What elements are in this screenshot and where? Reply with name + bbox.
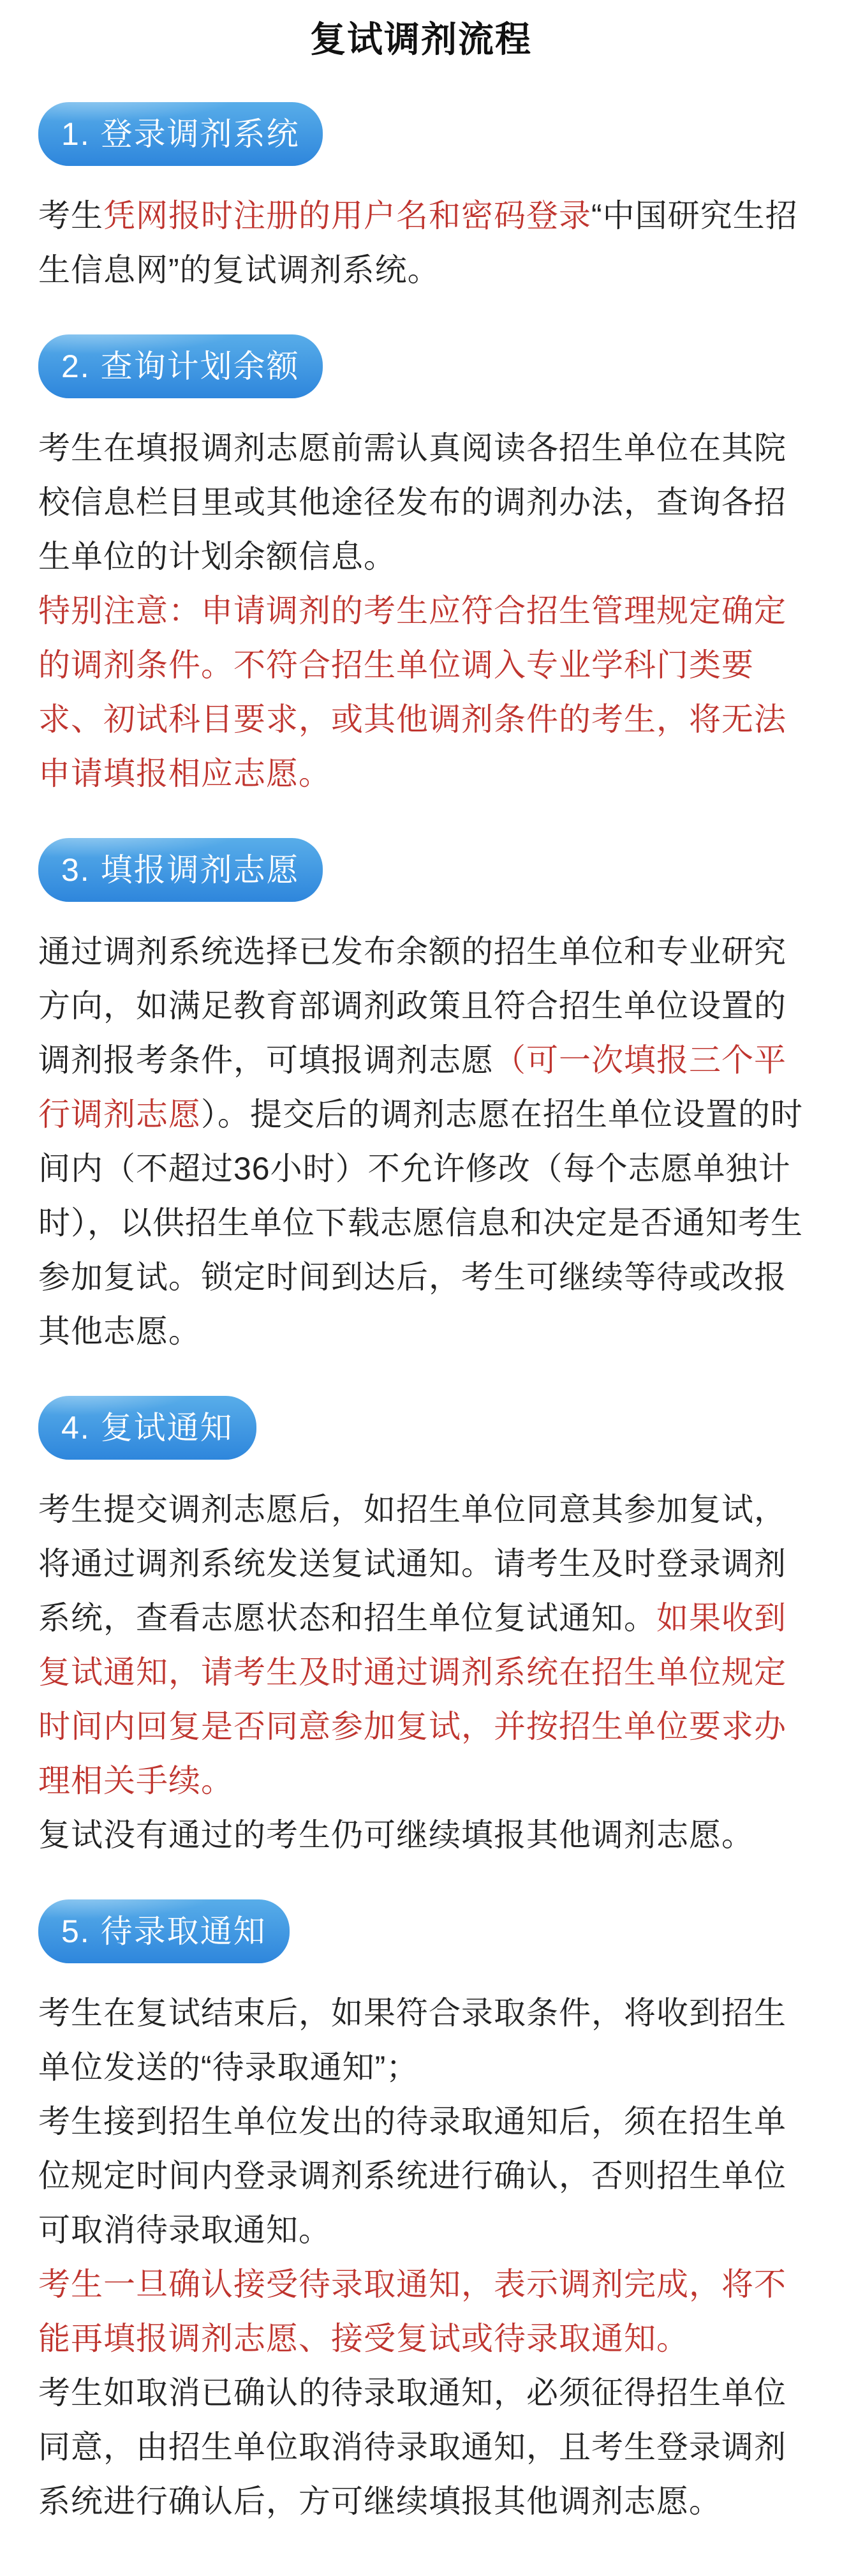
step-paragraph [38,421,804,584]
body-text: 通过调剂系统选择已发布余额的招生单位和专业研究方向，如满足教育部调剂政策且符合招生单位设置的调剂报考条件，可填报调剂志愿 [38,934,787,1078]
step-paragraph [38,2258,804,2366]
step-paragraph [38,1986,804,2095]
step-badge-row [38,1899,804,1963]
step-paragraph [38,584,804,801]
step-badge-row [38,838,804,902]
step-paragraph [38,1808,804,1862]
body-text: 考生在复试结束后，如果符合录取条件，将收到招生单位发送的“待录取通知”； [38,1995,787,2085]
highlight-text: 考生一旦确认接受待录取通知，表示调剂完成，将不能再填报调剂志愿、接受复试或待录取通知。 [38,2266,787,2356]
body-text: ）。提交后的调剂志愿在招生单位设置的时间内（不超过36小时）不允许修改（每个志愿单独计时），以供招生单位下载志愿信息和决定是否通知考生参加复试。锁定时间到达后，考生可继续等待或改报其他志愿。 [38,1097,803,1349]
body-text: 复试没有通过的考生仍可继续填报其他调剂志愿。 [38,1817,754,1853]
body-text: 考生如取消已确认的待录取通知，必须征得招生单位同意，由招生单位取消待录取通知，且考生登录调剂系统进行确认后，方可继续填报其他调剂志愿。 [38,2375,787,2519]
step-paragraph [38,2095,804,2258]
section-retest-notice [38,1396,804,1862]
section-query-quota [38,334,804,801]
body-text: 考生 [38,198,103,234]
section-pending-admission-notice [38,1899,804,2529]
step-paragraph [38,925,804,1359]
body-text: 考生接到招生单位发出的待录取通知后，须在招生单位规定时间内登录调剂系统进行确认，否则招生单位可取消待录取通知。 [38,2104,787,2248]
step-badge-2: 2. 查询计划余额 [38,334,323,398]
section-fill-volunteer [38,838,804,1359]
step-paragraph [38,2366,804,2529]
highlight-text: 凭网报时注册的用户名和密码登录 [103,198,591,234]
highlight-text: 如果收到复试通知，请考生及时通过调剂系统在招生单位规定时间内回复是否同意参加复试，并按招生单位要求办理相关手续。 [38,1600,787,1799]
step-badge-row [38,102,804,166]
body-text: 考生在填报调剂志愿前需认真阅读各招生单位在其院校信息栏目里或其他途径发布的调剂办法，查询各招生单位的计划余额信息。 [38,430,787,574]
step-badge-row [38,334,804,398]
step-badge-1: 1. 登录调剂系统 [38,102,323,166]
step-badge-4: 4. 复试通知 [38,1396,256,1460]
step-badge-row [38,1396,804,1460]
page-title: 复试调剂流程 [310,19,532,59]
step-paragraph [38,1483,804,1808]
highlight-text: （可一次填报三个平行调剂志愿 [38,1042,787,1132]
body-text: “中国研究生招生信息网”的复试调剂系统。 [38,198,798,288]
step-paragraph [38,189,804,297]
sections [38,102,804,2529]
section-login-system [38,102,804,297]
step-badge-5: 5. 待录取通知 [38,1899,290,1963]
body-text: 考生提交调剂志愿后，如招生单位同意其参加复试，将通过调剂系统发送复试通知。请考生及时登录调剂系统，查看志愿状态和招生单位复试通知。 [38,1492,787,1636]
highlight-text: 特别注意：申请调剂的考生应符合招生管理规定确定的调剂条件。不符合招生单位调入专业学科门类要求、初试科目要求，或其他调剂条件的考生，将无法申请填报相应志愿。 [38,593,787,791]
step-badge-3: 3. 填报调剂志愿 [38,838,323,902]
